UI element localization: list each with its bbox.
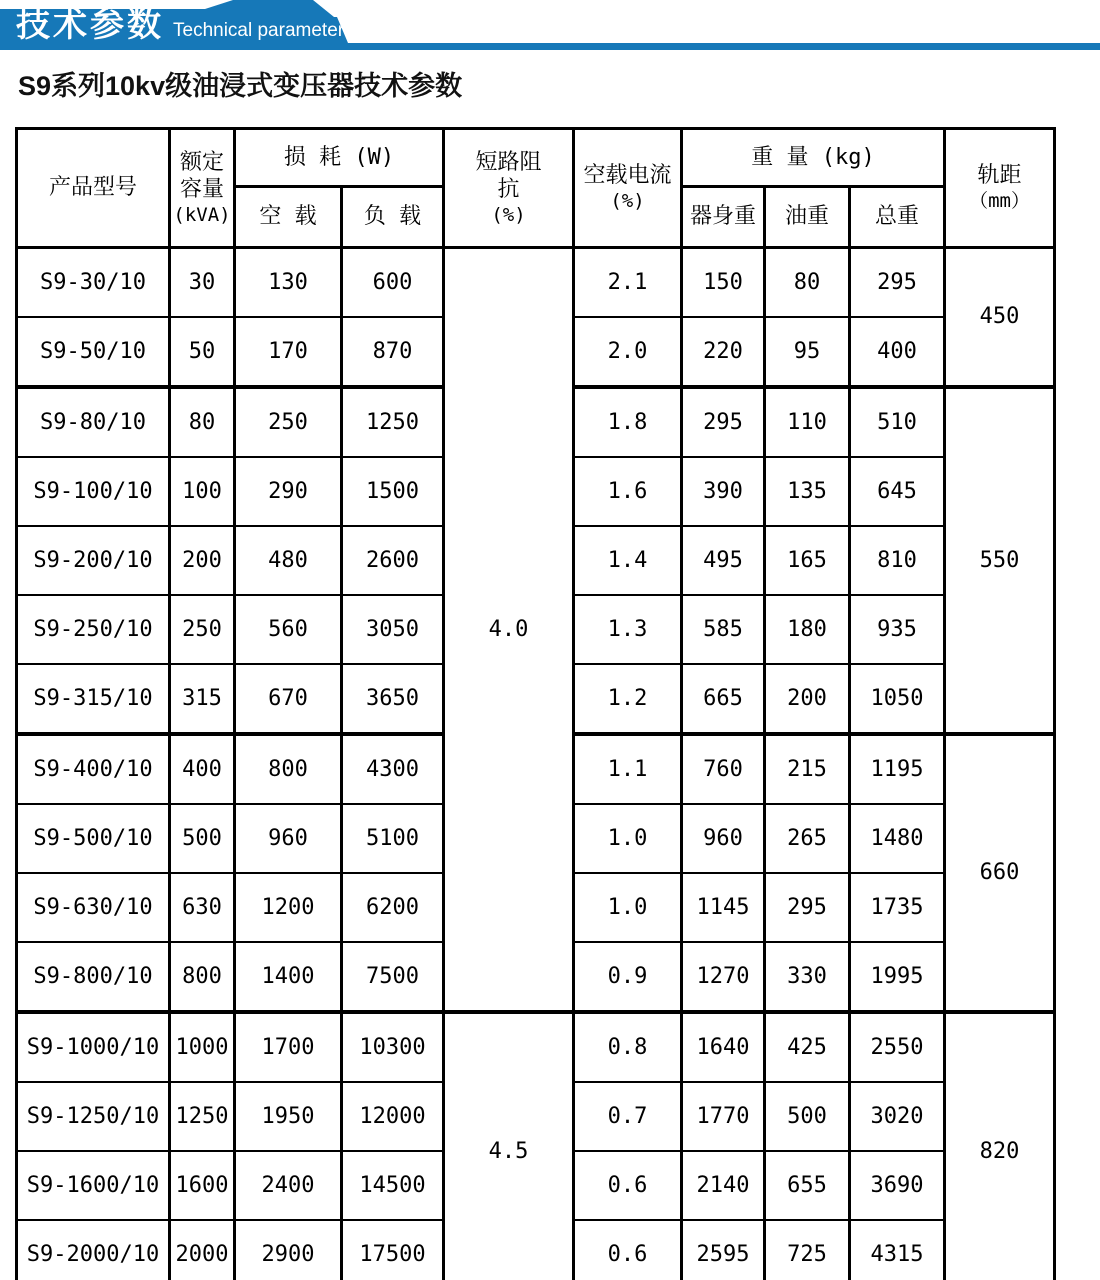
header-gauge-unit: （mm） xyxy=(969,189,1030,212)
total-weight-cell: 1995 xyxy=(850,942,945,1012)
body-weight-cell: 1770 xyxy=(682,1082,765,1151)
header-impedance-line1: 短路阻 xyxy=(475,149,542,175)
header-weight-group xyxy=(682,129,945,187)
no-load-current-cell: 0.8 xyxy=(574,1012,682,1082)
load-loss-cell: 5100 xyxy=(342,804,444,873)
section-banner xyxy=(0,0,1100,52)
model-cell: S9-30/10 xyxy=(17,248,170,318)
load-loss-cell: 6200 xyxy=(342,873,444,942)
load-loss-cell: 1250 xyxy=(342,387,444,457)
oil-weight-cell: 265 xyxy=(765,804,850,873)
body-weight-cell: 585 xyxy=(682,595,765,664)
oil-weight-cell: 110 xyxy=(765,387,850,457)
oil-weight-cell: 500 xyxy=(765,1082,850,1151)
no-load-current-cell: 2.0 xyxy=(574,317,682,387)
no-load-loss-cell: 560 xyxy=(235,595,342,664)
header-product xyxy=(17,129,170,248)
header-impedance-unit: (%) xyxy=(491,203,526,226)
no-load-loss-cell: 480 xyxy=(235,526,342,595)
total-weight-cell: 645 xyxy=(850,457,945,526)
body-weight-cell: 295 xyxy=(682,387,765,457)
load-loss-cell: 3650 xyxy=(342,664,444,734)
gauge-cell: 660 xyxy=(945,734,1055,1012)
oil-weight-cell: 200 xyxy=(765,664,850,734)
no-load-current-cell: 1.1 xyxy=(574,734,682,804)
impedance-cell: 4.5 xyxy=(444,1012,574,1280)
table-row xyxy=(17,1012,1055,1082)
no-load-current-cell: 1.0 xyxy=(574,804,682,873)
model-cell: S9-500/10 xyxy=(17,804,170,873)
total-weight-cell: 295 xyxy=(850,248,945,318)
no-load-loss-cell: 2400 xyxy=(235,1151,342,1220)
no-load-loss-cell: 1700 xyxy=(235,1012,342,1082)
gauge-cell: 550 xyxy=(945,387,1055,734)
model-cell: S9-200/10 xyxy=(17,526,170,595)
header-capacity-line1: 额定 xyxy=(179,149,224,175)
total-weight-cell: 510 xyxy=(850,387,945,457)
oil-weight-cell: 330 xyxy=(765,942,850,1012)
model-cell: S9-315/10 xyxy=(17,664,170,734)
no-load-loss-cell: 1200 xyxy=(235,873,342,942)
header-weight-group-label: 重 量 (kg) xyxy=(751,144,875,170)
header-impedance-line2: 抗 xyxy=(497,177,520,203)
no-load-current-cell: 1.2 xyxy=(574,664,682,734)
body-weight-cell: 960 xyxy=(682,804,765,873)
total-weight-cell: 3690 xyxy=(850,1151,945,1220)
header-weight-oil-label: 油重 xyxy=(785,204,830,230)
model-cell: S9-1250/10 xyxy=(17,1082,170,1151)
table-row xyxy=(17,248,1055,318)
no-load-current-cell: 2.1 xyxy=(574,248,682,318)
header-loss-load-label: 负 载 xyxy=(363,204,422,230)
total-weight-cell: 810 xyxy=(850,526,945,595)
header-loss-group-label: 损 耗 (W) xyxy=(283,144,395,170)
model-cell: S9-1600/10 xyxy=(17,1151,170,1220)
body-weight-cell: 760 xyxy=(682,734,765,804)
no-load-current-cell: 1.3 xyxy=(574,595,682,664)
load-loss-cell: 12000 xyxy=(342,1082,444,1151)
load-loss-cell: 600 xyxy=(342,248,444,318)
capacity-cell: 800 xyxy=(170,942,235,1012)
header-gauge-line1: 轨距 xyxy=(977,163,1022,189)
capacity-cell: 30 xyxy=(170,248,235,318)
gauge-cell: 450 xyxy=(945,248,1055,388)
model-cell: S9-630/10 xyxy=(17,873,170,942)
no-load-loss-cell: 2900 xyxy=(235,1220,342,1280)
gauge-cell: 820 xyxy=(945,1012,1055,1280)
no-load-current-cell: 1.0 xyxy=(574,873,682,942)
no-load-current-cell: 0.6 xyxy=(574,1151,682,1220)
body-weight-cell: 665 xyxy=(682,664,765,734)
model-cell: S9-1000/10 xyxy=(17,1012,170,1082)
no-load-loss-cell: 800 xyxy=(235,734,342,804)
oil-weight-cell: 295 xyxy=(765,873,850,942)
capacity-cell: 2000 xyxy=(170,1220,235,1280)
oil-weight-cell: 655 xyxy=(765,1151,850,1220)
no-load-current-cell: 1.6 xyxy=(574,457,682,526)
total-weight-cell: 1735 xyxy=(850,873,945,942)
body-weight-cell: 390 xyxy=(682,457,765,526)
load-loss-cell: 14500 xyxy=(342,1151,444,1220)
load-loss-cell: 10300 xyxy=(342,1012,444,1082)
header-loss-no-load-label: 空 载 xyxy=(259,204,317,230)
header-impedance xyxy=(444,129,574,248)
oil-weight-cell: 80 xyxy=(765,248,850,318)
no-load-loss-cell: 1950 xyxy=(235,1082,342,1151)
body-weight-cell: 1640 xyxy=(682,1012,765,1082)
banner-ribbon xyxy=(0,0,1100,50)
oil-weight-cell: 165 xyxy=(765,526,850,595)
capacity-cell: 100 xyxy=(170,457,235,526)
model-cell: S9-80/10 xyxy=(17,387,170,457)
model-cell: S9-50/10 xyxy=(17,317,170,387)
header-weight-body xyxy=(682,187,765,248)
no-load-loss-cell: 670 xyxy=(235,664,342,734)
capacity-cell: 400 xyxy=(170,734,235,804)
body-weight-cell: 220 xyxy=(682,317,765,387)
spec-table xyxy=(15,127,1056,1280)
capacity-cell: 500 xyxy=(170,804,235,873)
capacity-cell: 250 xyxy=(170,595,235,664)
body-weight-cell: 2595 xyxy=(682,1220,765,1280)
capacity-cell: 200 xyxy=(170,526,235,595)
total-weight-cell: 3020 xyxy=(850,1082,945,1151)
no-load-current-cell: 0.6 xyxy=(574,1220,682,1280)
oil-weight-cell: 180 xyxy=(765,595,850,664)
header-weight-oil xyxy=(765,187,850,248)
capacity-cell: 50 xyxy=(170,317,235,387)
no-load-loss-cell: 1400 xyxy=(235,942,342,1012)
header-no-load-current xyxy=(574,129,682,248)
body-weight-cell: 495 xyxy=(682,526,765,595)
header-weight-total xyxy=(850,187,945,248)
header-gauge xyxy=(945,129,1055,248)
no-load-current-cell: 0.9 xyxy=(574,942,682,1012)
body-weight-cell: 1270 xyxy=(682,942,765,1012)
total-weight-cell: 1480 xyxy=(850,804,945,873)
total-weight-cell: 1195 xyxy=(850,734,945,804)
total-weight-cell: 4315 xyxy=(850,1220,945,1280)
capacity-cell: 315 xyxy=(170,664,235,734)
load-loss-cell: 3050 xyxy=(342,595,444,664)
header-current-line1: 空载电流 xyxy=(583,163,672,189)
no-load-loss-cell: 960 xyxy=(235,804,342,873)
load-loss-cell: 7500 xyxy=(342,942,444,1012)
model-cell: S9-100/10 xyxy=(17,457,170,526)
body-weight-cell: 1145 xyxy=(682,873,765,942)
no-load-current-cell: 1.8 xyxy=(574,387,682,457)
header-loss-no-load xyxy=(235,187,342,248)
capacity-cell: 1250 xyxy=(170,1082,235,1151)
load-loss-cell: 17500 xyxy=(342,1220,444,1280)
model-cell: S9-2000/10 xyxy=(17,1220,170,1280)
header-capacity-line2: 容量 xyxy=(179,177,224,203)
oil-weight-cell: 725 xyxy=(765,1220,850,1280)
impedance-cell: 4.0 xyxy=(444,248,574,1013)
capacity-cell: 80 xyxy=(170,387,235,457)
header-loss-load xyxy=(342,187,444,248)
banner-title-en: Technical parameter xyxy=(173,20,345,41)
header-product-label: 产品型号 xyxy=(48,175,137,201)
load-loss-cell: 2600 xyxy=(342,526,444,595)
capacity-cell: 1600 xyxy=(170,1151,235,1220)
oil-weight-cell: 135 xyxy=(765,457,850,526)
header-weight-body-label: 器身重 xyxy=(690,204,757,230)
oil-weight-cell: 95 xyxy=(765,317,850,387)
no-load-loss-cell: 250 xyxy=(235,387,342,457)
banner-shape xyxy=(0,0,1100,52)
no-load-loss-cell: 130 xyxy=(235,248,342,318)
capacity-cell: 630 xyxy=(170,873,235,942)
total-weight-cell: 935 xyxy=(850,595,945,664)
header-capacity-unit: (kVA) xyxy=(173,203,231,226)
load-loss-cell: 4300 xyxy=(342,734,444,804)
header-weight-total-label: 总重 xyxy=(875,204,920,230)
no-load-current-cell: 0.7 xyxy=(574,1082,682,1151)
model-cell: S9-400/10 xyxy=(17,734,170,804)
no-load-loss-cell: 290 xyxy=(235,457,342,526)
total-weight-cell: 2550 xyxy=(850,1012,945,1082)
header-loss-group xyxy=(235,129,444,187)
total-weight-cell: 1050 xyxy=(850,664,945,734)
page-title: S9系列10kv级油浸式变压器技术参数 xyxy=(18,71,463,101)
total-weight-cell: 400 xyxy=(850,317,945,387)
header-capacity xyxy=(170,129,235,248)
table-header xyxy=(17,129,1055,248)
no-load-loss-cell: 170 xyxy=(235,317,342,387)
no-load-current-cell: 1.4 xyxy=(574,526,682,595)
table-body xyxy=(17,248,1055,1280)
oil-weight-cell: 215 xyxy=(765,734,850,804)
model-cell: S9-800/10 xyxy=(17,942,170,1012)
capacity-cell: 1000 xyxy=(170,1012,235,1082)
load-loss-cell: 1500 xyxy=(342,457,444,526)
model-cell: S9-250/10 xyxy=(17,595,170,664)
oil-weight-cell: 425 xyxy=(765,1012,850,1082)
banner-title-zh: 技术参数 xyxy=(16,6,164,44)
body-weight-cell: 150 xyxy=(682,248,765,318)
body-weight-cell: 2140 xyxy=(682,1151,765,1220)
header-current-unit: (%) xyxy=(610,189,645,212)
load-loss-cell: 870 xyxy=(342,317,444,387)
